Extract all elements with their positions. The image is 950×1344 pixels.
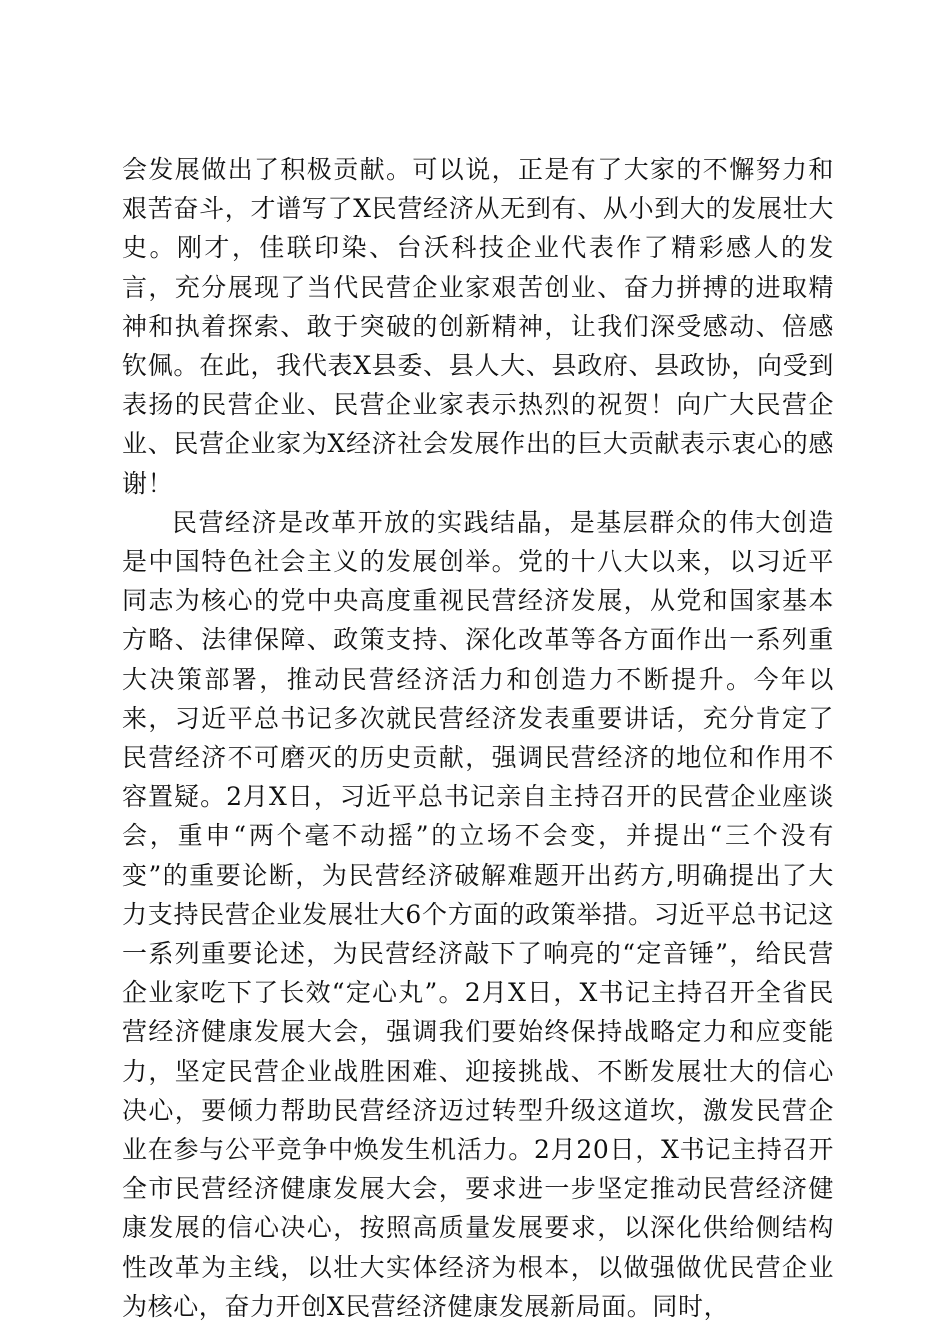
document-body xyxy=(122,150,834,1326)
paragraph-continuation: 会发展做出了积极贡献。可以说，正是有了大家的不懈努力和艰苦奋斗，才谱写了X民营经济从无到有、从小到大的发展壮大史。刚才，佳联印染、台沃科技企业代表作了精彩感人的发言，充分展现了当代民营企业家艰苦创业、奋力拼搏的进取精神和执着探索、敢于突破的创新精神，让我们深受感动、倍感钦佩。在此，我代表X县委、县人大、县政府、县政协，向受到表扬的民营企业、民营企业家表示热烈的祝贺！向广大民营企业、民营企业家为X经济社会发展作出的巨大贡献表示衷心的感谢！ xyxy=(122,155,834,498)
paragraph-private-economy: 民营经济是改革开放的实践结晶，是基层群众的伟大创造是中国特色社会主义的发展创举。党的十八大以来，以习近平同志为核心的党中央高度重视民营经济发展，从党和国家基本方略、法律保障、政策支持、深化改革等各方面作出一系列重大决策部署，推动民营经济活力和创造力不断提升。今年以来，习近平总书记多次就民营经济发表重要讲话，充分肯定了民营经济不可磨灭的历史贡献，强调民营经济的地位和作用不容置疑。2月X日，习近平总书记亲自主持召开的民营企业座谈会，重申“两个毫不动摇”的立场不会变，并提出“三个没有变”的重要论断，为民营经济破解难题开出药方,明确提出了大力支持民营企业发展壮大6个方面的政策举措。习近平总书记这一系列重要论述，为民营经济敲下了响亮的“定音锤”，给民营企业家吃下了长效“定心丸”。2月X日，X书记主持召开全省民营经济健康发展大会，强调我们要始终保持战略定力和应变能力，坚定民营企业战胜困难、迎接挑战、不断发展壮大的信心决心，要倾力帮助民营经济迈过转型升级这道坎，激发民营企业在参与公平竞争中焕发生机活力。2月20日，X书记主持召开全市民营经济健康发展大会，要求进一步坚定推动民营经济健康发展的信心决心，按照高质量发展要求，以深化供给侧结构性改革为主线，以壮大实体经济为根本，以做强做优民营企业为核心，奋力开创X民营经济健康发展新局面。同时， xyxy=(122,507,834,1321)
